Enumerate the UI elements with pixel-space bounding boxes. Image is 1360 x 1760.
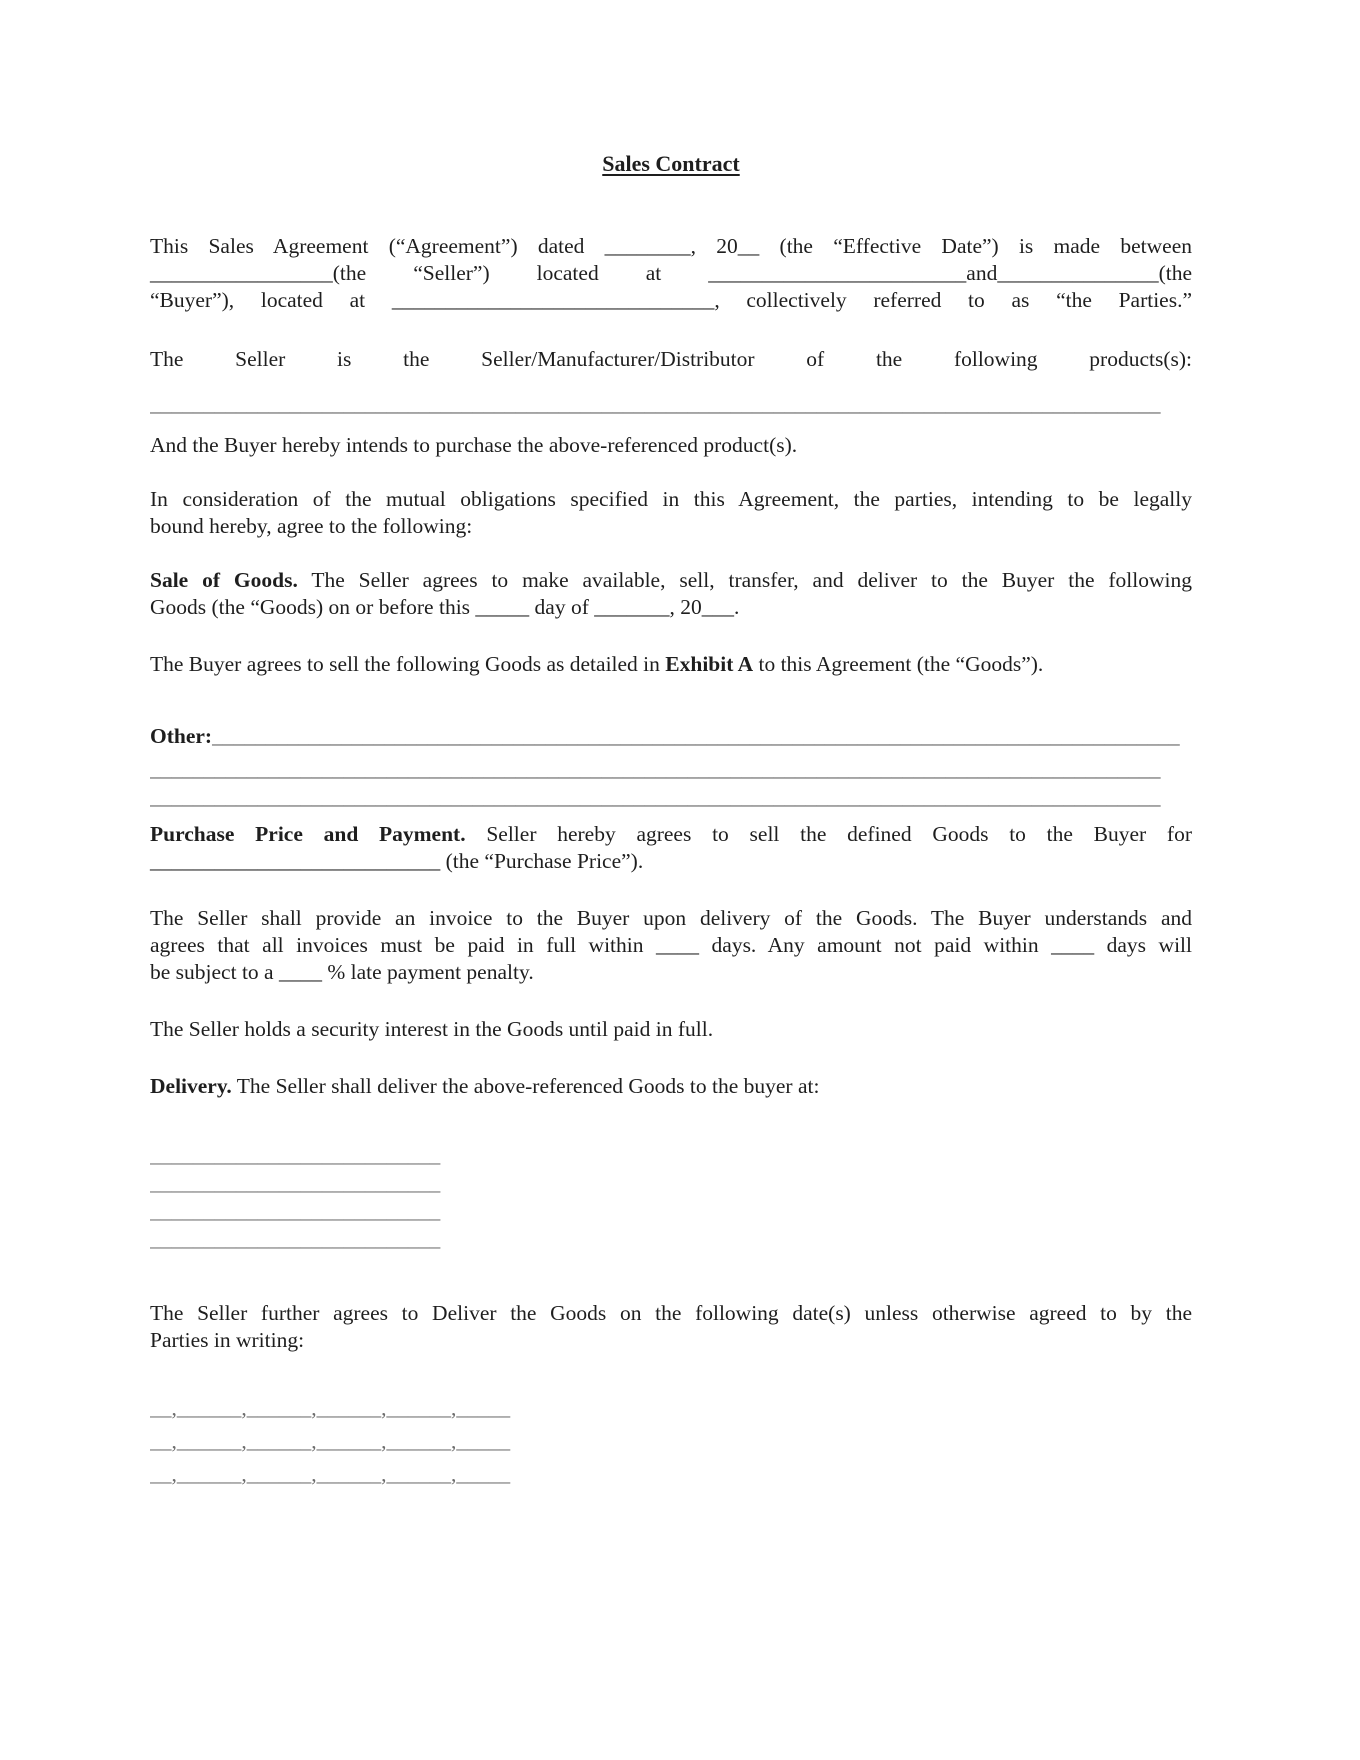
purchase-price-heading: Purchase Price and Payment. [150, 822, 466, 846]
delivery-paragraph [150, 1073, 1192, 1100]
intro-paragraph [150, 233, 1192, 314]
purchase-price-body: Seller hereby agrees to sell the defined Goods to the Buyer for [465, 822, 1193, 846]
other-heading: Other: [150, 724, 213, 748]
consideration-line-1: In consideration of the mutual obligations specified in this Agreement, the parties, intending to be legally [150, 487, 1192, 511]
purchase-price-line-2: ___________________________ (the “Purchase Price”). [150, 849, 644, 873]
consideration-line-2: bound hereby, agree to the following: [150, 514, 473, 538]
delivery-date-lines [150, 1395, 1192, 1488]
document-title: Sales Contract [602, 151, 740, 176]
sale-of-goods-body: The Seller agrees to make available, sell, transfer, and deliver to the Buyer the following [297, 568, 1192, 592]
sale-of-goods-heading: Sale of Goods. [150, 568, 298, 592]
delivery-date-blank-3: __,______,______,______,______,_____ [150, 1462, 511, 1486]
other-blank-line-1: __________________________________________________________________________________________ [212, 724, 1180, 748]
exhibit-post-text: to this Agreement (the “Goods”). [753, 652, 1044, 676]
seller-role-line: The Seller is the Seller/Manufacturer/Distributor of the following products(s): [150, 347, 1192, 371]
sale-of-goods-line-1 [150, 567, 1192, 594]
delivery-address-blank-3: ___________________________ [150, 1199, 441, 1223]
delivery-address-blank-2: ___________________________ [150, 1171, 441, 1195]
exhibit-paragraph [150, 651, 1192, 678]
intro-line-2: _________________(the “Seller”) located at ________________________and_______________(the [150, 261, 1192, 285]
products-blank-line: ______________________________________________________________________________________________ [150, 392, 1161, 416]
delivery-body: The Seller shall deliver the above-referenced Goods to the buyer at: [231, 1074, 820, 1098]
delivery-date-blank-1: __,______,______,______,______,_____ [150, 1396, 511, 1420]
seller-role-paragraph [150, 346, 1192, 373]
purchase-price-line-1 [150, 821, 1192, 848]
intro-line-3: “Buyer”), located at ______________________________, collectively referred to as “the Parties.” [150, 288, 1192, 312]
other-blank-line-2: ______________________________________________________________________________________________ [150, 757, 1161, 781]
invoice-line-1: The Seller shall provide an invoice to the Buyer upon delivery of the Goods. The Buyer understands and [150, 906, 1192, 930]
delivery-address-blank-4: ___________________________ [150, 1227, 441, 1251]
delivery-heading: Delivery. [150, 1074, 232, 1098]
invoice-line-2: agrees that all invoices must be paid in full within ____ days. Any amount not paid within ____ days will [150, 933, 1192, 957]
security-interest-paragraph: The Seller holds a security interest in the Goods until paid in full. [150, 1017, 714, 1041]
other-blank-line-3: ______________________________________________________________________________________________ [150, 785, 1161, 809]
sale-of-goods-paragraph [150, 567, 1192, 621]
delivery-dates-paragraph [150, 1300, 1192, 1354]
invoice-paragraph [150, 905, 1192, 986]
delivery-dates-line-2: Parties in writing: [150, 1328, 305, 1352]
consideration-paragraph [150, 486, 1192, 540]
invoice-line-3: be subject to a ____ % late payment penalty. [150, 960, 534, 984]
delivery-date-blank-2: __,______,______,______,______,_____ [150, 1429, 511, 1453]
intro-line-1: This Sales Agreement (“Agreement”) dated ________, 20__ (the “Effective Date”) is made between [150, 234, 1192, 258]
buyer-intent-paragraph: And the Buyer hereby intends to purchase the above-referenced product(s). [150, 433, 798, 457]
delivery-address-lines [150, 1142, 1192, 1253]
exhibit-a-reference: Exhibit A [665, 652, 754, 676]
delivery-address-blank-1: ___________________________ [150, 1143, 441, 1167]
purchase-price-paragraph [150, 821, 1192, 875]
exhibit-pre-text: The Buyer agrees to sell the following Goods as detailed in [150, 652, 666, 676]
delivery-dates-line-1: The Seller further agrees to Deliver the Goods on the following date(s) unless otherwise agreed to by the [150, 1301, 1192, 1325]
sale-of-goods-line-2: Goods (the “Goods) on or before this _____ day of _______, 20___. [150, 595, 740, 619]
other-paragraph [150, 723, 1192, 750]
